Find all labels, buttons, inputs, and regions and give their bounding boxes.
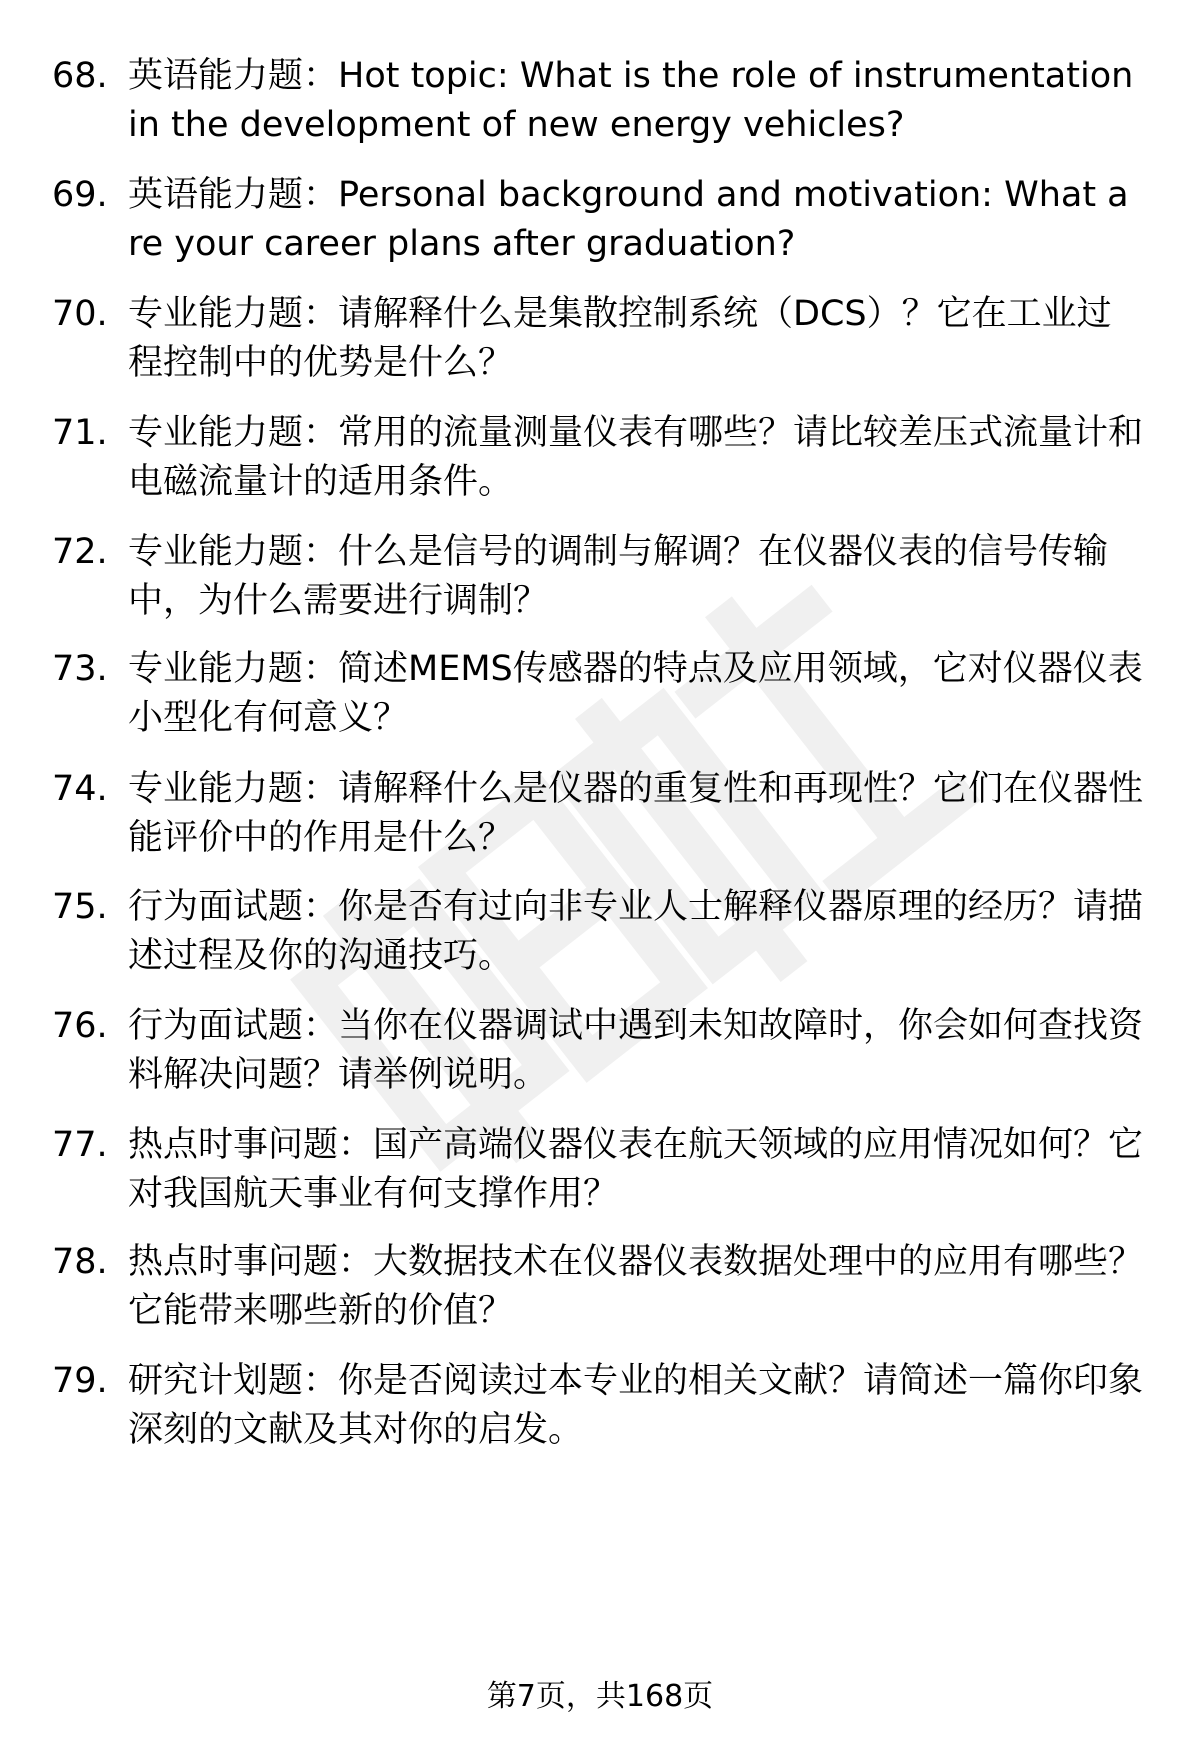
question-number: 79. bbox=[52, 1361, 108, 1401]
question-number: 75. bbox=[52, 887, 108, 927]
question-text: 英语能力题：Hot topic: What is the role of instrumentation in the development of new energy vehicles? bbox=[128, 56, 1134, 145]
question-text: 英语能力题：Personal background and motivation: What are your career plans after graduation? bbox=[128, 175, 1129, 264]
question-number: 71. bbox=[52, 413, 108, 453]
question-number: 73. bbox=[52, 649, 108, 689]
question-text: 专业能力题：常用的流量测量仪表有哪些？请比较差压式流量计和电磁流量计的适用条件。 bbox=[128, 413, 1144, 502]
question-number: 72. bbox=[52, 532, 108, 572]
question-text: 专业能力题：什么是信号的调制与解调？在仪器仪表的信号传输中，为什么需要进行调制？ bbox=[128, 532, 1109, 621]
question-number: 78. bbox=[52, 1242, 108, 1282]
question-text: 专业能力题：请解释什么是仪器的重复性和再现性？它们在仪器性能评价中的作用是什么？ bbox=[128, 769, 1144, 858]
question-number: 76. bbox=[52, 1006, 108, 1046]
question-number: 77. bbox=[52, 1125, 108, 1165]
page-number: 第7页，共168页 bbox=[486, 1679, 714, 1714]
question-number: 69. bbox=[52, 175, 108, 215]
question-text: 行为面试题：你是否有过向非专业人士解释仪器原理的经历？请描述过程及你的沟通技巧。 bbox=[128, 887, 1144, 976]
question-text: 研究计划题：你是否阅读过本专业的相关文献？请简述一篇你印象深刻的文献及其对你的启发。 bbox=[128, 1361, 1144, 1450]
question-number: 68. bbox=[52, 56, 108, 96]
question-number: 74. bbox=[52, 769, 108, 809]
question-text: 热点时事问题：大数据技术在仪器仪表数据处理中的应用有哪些？它能带来哪些新的价值？ bbox=[128, 1242, 1144, 1331]
question-text: 专业能力题：请解释什么是集散控制系统（DCS）？它在工业过程控制中的优势是什么？ bbox=[128, 294, 1112, 383]
question-number: 70. bbox=[52, 294, 108, 334]
question-text: 行为面试题：当你在仪器调试中遇到未知故障时，你会如何查找资料解决问题？请举例说明。 bbox=[128, 1006, 1144, 1095]
question-text: 热点时事问题：国产高端仪器仪表在航天领域的应用情况如何？它对我国航天事业有何支撑作用？ bbox=[128, 1125, 1144, 1214]
question-text: 专业能力题：简述MEMS传感器的特点及应用领域，它对仪器仪表小型化有何意义？ bbox=[128, 649, 1143, 738]
page-footer bbox=[0, 1677, 1200, 1717]
